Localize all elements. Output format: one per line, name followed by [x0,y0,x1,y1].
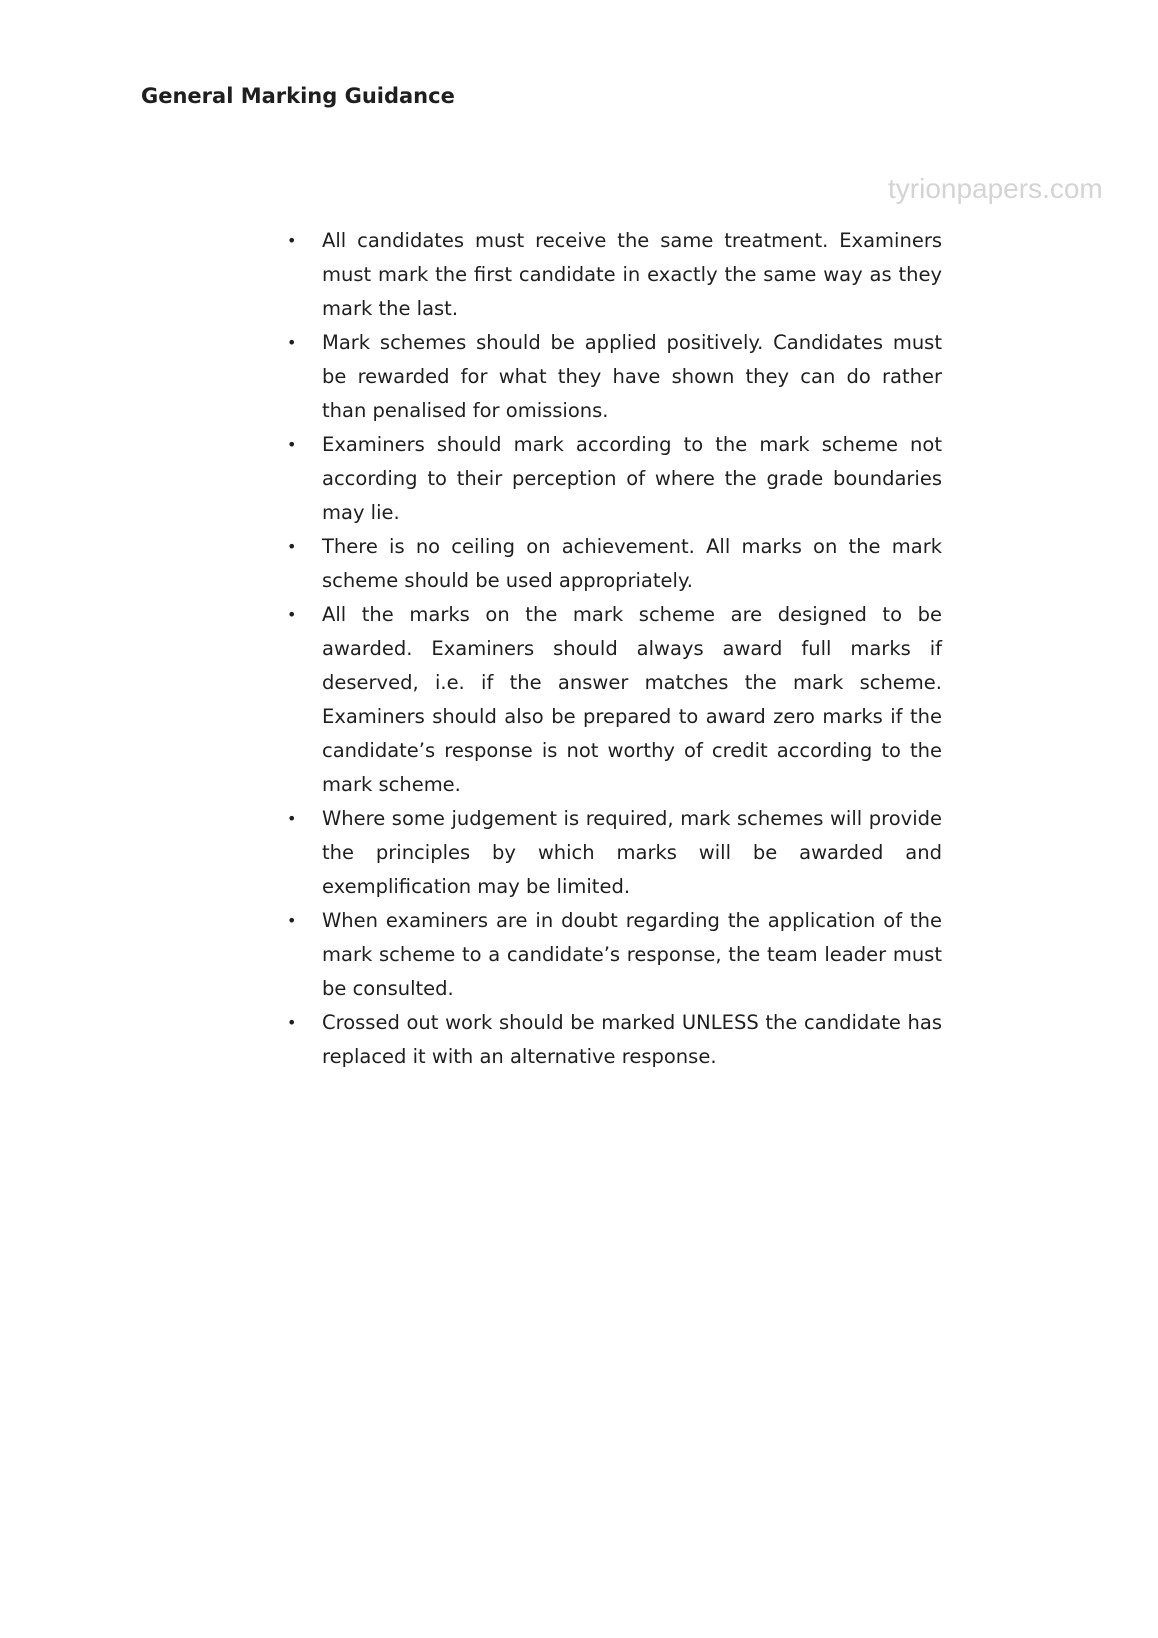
list-item-text: There is no ceiling on achievement. All marks on the mark scheme should be used appropriately. [322,535,942,592]
bullet-icon: • [287,809,297,828]
list-item-text: Where some judgement is required, mark schemes will provide the principles by which marks will be awarded and exemplification may be limited. [322,807,942,898]
list-item-text: Crossed out work should be marked UNLESS the candidate has replaced it with an alternative response. [322,1011,942,1068]
list-item [287,326,942,428]
list-item-text: Examiners should mark according to the mark scheme not according to their perception of where the grade boundaries may lie. [322,433,942,524]
list-item [287,802,942,904]
bullet-icon: • [287,231,297,250]
bullet-icon: • [287,333,297,352]
bullet-icon: • [287,537,297,556]
list-item [287,428,942,530]
bullet-icon: • [287,1013,297,1032]
list-item-text: When examiners are in doubt regarding the application of the mark scheme to a candidate’s response, the team leader must be consulted. [322,909,942,1000]
list-item-text: All candidates must receive the same treatment. Examiners must mark the first candidate in exactly the same way as they mark the last. [322,229,942,320]
list-item [287,224,942,326]
list-item [287,1006,942,1074]
page-title: General Marking Guidance [141,84,455,108]
list-item [287,530,942,598]
bullet-icon: • [287,911,297,930]
list-item [287,598,942,802]
bullet-icon: • [287,605,297,624]
bullet-icon: • [287,435,297,454]
guidance-list [287,224,942,1074]
list-item-text: All the marks on the mark scheme are designed to be awarded. Examiners should always award full marks if deserved, i.e. if the answer matches the mark scheme. Examiners should also be prepared to award zero marks if the candidate’s response is not worthy of credit according to the mark scheme. [322,603,942,796]
watermark: tyrionpapers.com [888,173,1103,204]
list-item [287,904,942,1006]
list-item-text: Mark schemes should be applied positively. Candidates must be rewarded for what they have shown they can do rather than penalised for omissions. [322,331,942,422]
